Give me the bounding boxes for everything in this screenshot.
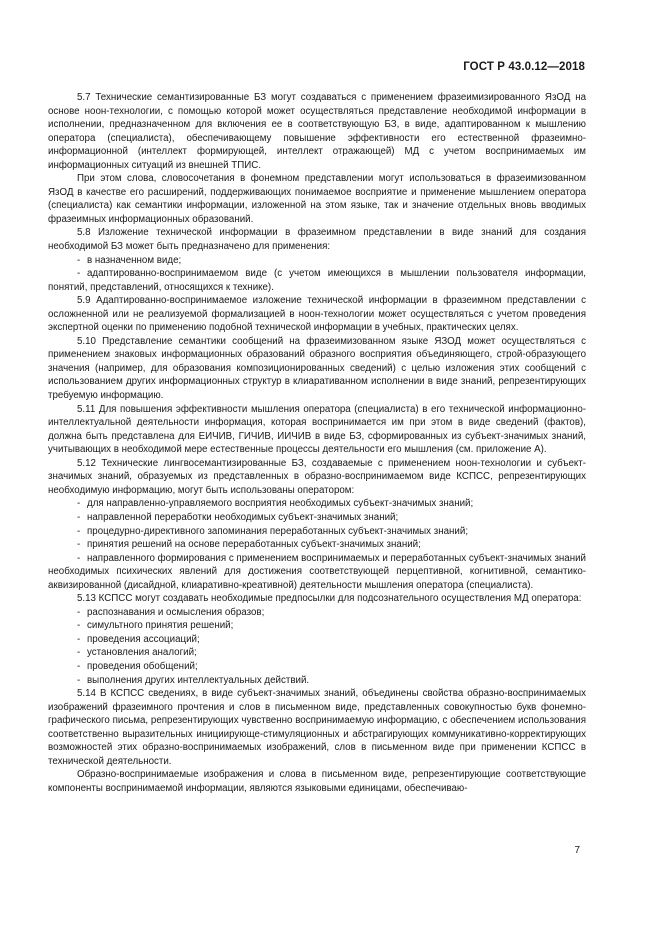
list-item — [48, 674, 586, 688]
list-item — [48, 552, 586, 593]
list-item — [48, 254, 586, 268]
bullet-list — [48, 497, 586, 592]
list-item — [48, 606, 586, 620]
list-item — [48, 538, 586, 552]
list-item-text: для направленно-управляемого восприятия необходимых субъект-значимых знаний; — [87, 498, 474, 510]
list-item — [48, 646, 586, 660]
list-item — [48, 633, 586, 647]
paragraph: 5.9 Адаптированно-воспринимаемое изложение технической информации в фразеимном представлении с осложненной или не реализуемой формализацией в ноон-технологии может осуществляться с учетом проведения экспертной оценки по применению подобной технической информации в учебных, практических целях. — [48, 295, 586, 334]
list-item-text: направленной переработки необходимых субъект-значимых знаний; — [87, 511, 399, 523]
list-item — [48, 619, 586, 633]
list-item — [48, 525, 586, 539]
list-item-text: проведения обобщений; — [87, 660, 198, 672]
dash-bullet: - — [77, 525, 81, 537]
list-item-text: выполнения других интеллектуальных действий. — [87, 674, 310, 686]
dash-bullet: - — [77, 254, 81, 266]
dash-bullet: - — [77, 633, 81, 645]
list-item — [48, 497, 586, 511]
paragraph: 5.8 Изложение технической информации в фразеимном представлении в виде знаний для создания необходимой БЗ может быть предназначено для применения: — [48, 227, 586, 253]
list-item — [48, 660, 586, 674]
list-item-text: принятия решений на основе переработанных субъект-значимых знаний; — [87, 539, 421, 551]
dash-bullet: - — [77, 511, 81, 523]
dash-bullet: - — [77, 552, 81, 564]
document-body — [48, 91, 586, 795]
list-item — [48, 267, 586, 294]
list-item-text: направленного формирования с применением воспринимаемых и переработанных субъект-значимых знаний необходимых психических явлений для достижения соответствующей перцептивной, когнитивной, семантико-аквизированной (дисайдной, клиаративно-креативной) деятельности мышления оператора (специалиста). — [48, 552, 586, 591]
dash-bullet: - — [77, 620, 81, 632]
list-item-text: проведения ассоциаций; — [87, 633, 200, 645]
list-item-text: в назначенном виде; — [87, 254, 182, 266]
dash-bullet: - — [77, 660, 81, 672]
list-item-text: распознавания и осмысления образов; — [87, 606, 265, 618]
dash-bullet: - — [77, 674, 81, 686]
list-item-text: установления аналогий; — [87, 647, 197, 659]
list-item-text: симультного принятия решений; — [87, 620, 234, 632]
paragraph: 5.11 Для повышения эффективности мышления оператора (специалиста) в его технической информационно-интеллектуальной деятельности информация, которая воспринимается им при этом в виде сведений (фактов), должна быть представлена для ЕИЧИВ, ГИЧИВ, ИИЧИВ в виде БЗ, сформированных из субъект-значимых знаний, учитывающих в необходимой мере естественные процессы деятельности его мышления (см. приложение А). — [48, 403, 586, 456]
dash-bullet: - — [77, 268, 81, 280]
paragraph: 5.14 В КСПСС сведениях, в виде субъект-значимых знаний, объединены свойства образно-воспринимаемых изображений фразеимного прочтения и слов в письменном виде, представленных совокупностью букв фонемно-графического письма, репрезентирующих чувственно воспринимаемую информацию, с обеспечением использования соответственно выразительных инициирующе-стимуляционных и абстрагирующих коммуникативно-корректирующих возможностей этих образно-воспринимаемых изображений, слов в письменном виде при применении КСПСС в технической деятельности. — [48, 688, 586, 767]
paragraph: 5.10 Представление семантики сообщений на фразеимизованном языке ЯЗОД может осуществляться с применением знаковых информационных образований образного восприятия объединяющего, строй-образующего значения (например, для образования композиционированных сведений) с целью изложения этих сообщений с использованием других информационных структур в клиаративанном исполнении в виде знаний, репрезентирующих требуемую информацию. — [48, 335, 586, 402]
dash-bullet: - — [77, 539, 81, 551]
dash-bullet: - — [77, 498, 81, 510]
list-item — [48, 511, 586, 525]
paragraph: При этом слова, словосочетания в фонемном представлении могут использоваться в фразеимизованном ЯзОД в качестве его расширений, поддерживающих понимаемое восприятие и применение мышлением оператора (специалиста) как семантики информации, изложенной на этом языке, так и значение отдельных вновь вводимых фразеимных информационных образований. — [48, 173, 586, 225]
paragraph: 5.7 Технические семантизированные БЗ могут создаваться с применением фразеимизированного ЯзОД на основе ноон-технологии, с помощью которой может осуществляться представление необходимой информации в исполнении, предназначенном для включения ее в соответствующую БЗ, в виде, адаптированном к мышлению оператора (специалиста), обеспечивающему повышение эффективности его естественной фразеимно-информационной (интеллект формирующей, интеллект отражающей) МД с учетом воспринимаемых им информационных ситуаций из внешней ТПИС. — [48, 92, 586, 171]
paragraph: 5.12 Технические лингвосемантизированные БЗ, создаваемые с применением ноон-технологии и субъект-значимых знаний, образуемых из представленных в образно-воспринимаемом виде КСПСС, репрезентирующих необходимую информацию, могут быть использованы оператором: — [48, 457, 586, 496]
paragraph: Образно-воспринимаемые изображения и слова в письменном виде, репрезентирующие соответствующие компоненты воспринимаемой информации, являются языковыми единицами, обеспечиваю- — [48, 769, 586, 794]
dash-bullet: - — [77, 606, 81, 618]
list-item-text: процедурно-директивного запоминания переработанных субъект-значимых знаний; — [87, 525, 469, 537]
document-code: ГОСТ Р 43.0.12—2018 — [463, 61, 585, 73]
paragraph: 5.13 КСПСС могут создавать необходимые предпосылки для подсознательного осуществления МД оператора: — [77, 593, 582, 605]
page-number: 7 — [574, 845, 580, 856]
list-item-text: адаптированно-воспринимаемом виде (с учетом имеющихся в мышлении пользователя информации, понятий, представлений, относящихся к технике). — [48, 268, 586, 293]
bullet-list — [48, 606, 586, 687]
dash-bullet: - — [77, 647, 81, 659]
bullet-list — [48, 254, 586, 295]
